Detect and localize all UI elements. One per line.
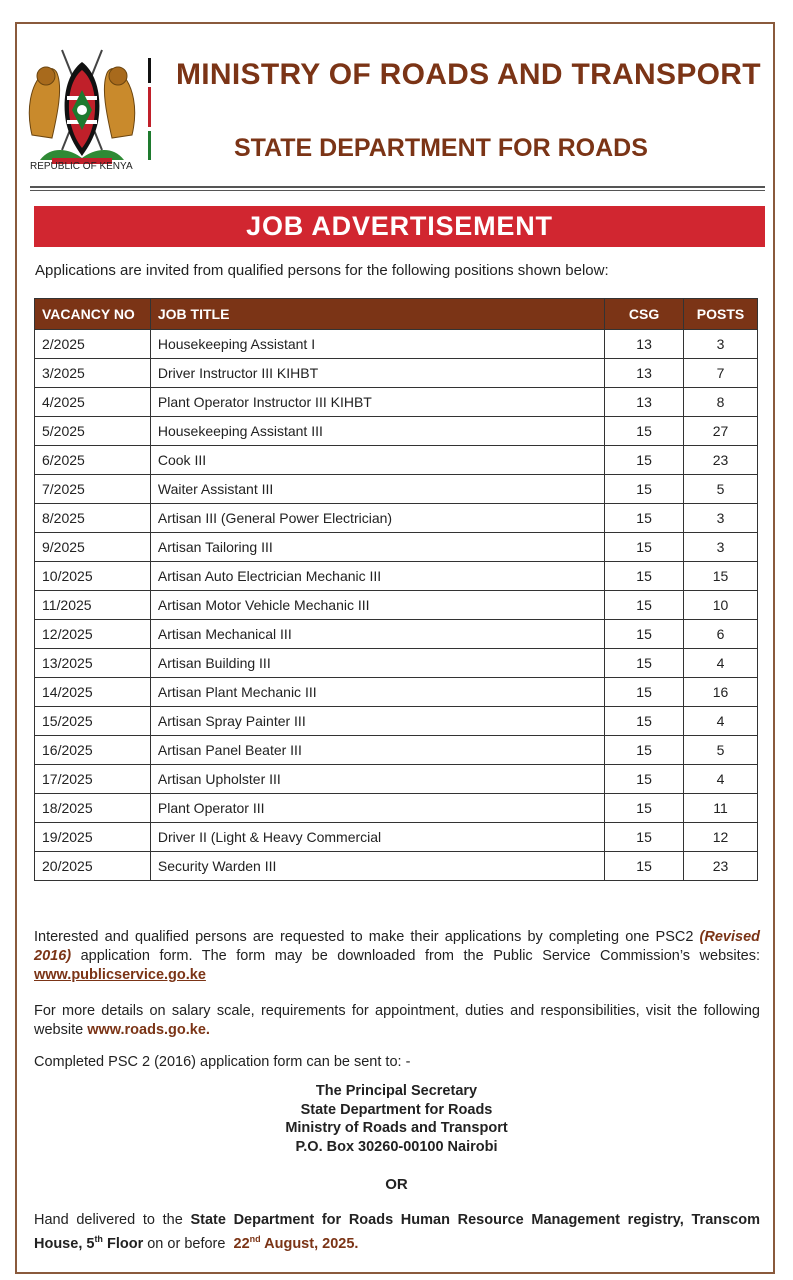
details-text: For more details on salary scale, requirements for appointment, duties and responsibilities, visit the following website xyxy=(34,1003,760,1038)
table-row xyxy=(35,504,758,533)
posts-cell: 4 xyxy=(684,707,758,736)
table-row xyxy=(35,330,758,359)
vacancy-no-cell: 9/2025 xyxy=(35,533,151,562)
table-row xyxy=(35,388,758,417)
job-title-cell: Artisan Auto Electrician Mechanic III xyxy=(150,562,604,591)
vacancy-no-cell: 4/2025 xyxy=(35,388,151,417)
deadline-day-suffix: nd xyxy=(249,1234,261,1244)
deadline-date: August, 2025. xyxy=(260,1235,359,1252)
posts-cell: 4 xyxy=(684,649,758,678)
job-title-cell: Security Warden III xyxy=(150,852,604,881)
csg-cell: 15 xyxy=(605,446,684,475)
csg-cell: 15 xyxy=(605,620,684,649)
header-divider xyxy=(30,186,765,188)
csg-cell: 15 xyxy=(605,649,684,678)
table-row xyxy=(35,823,758,852)
csg-cell: 15 xyxy=(605,533,684,562)
vacancy-table xyxy=(34,298,758,881)
header-vacancy-no: VACANCY NO xyxy=(35,299,151,330)
vacancy-no-cell: 2/2025 xyxy=(35,330,151,359)
table-row xyxy=(35,417,758,446)
job-title-cell: Artisan Building III xyxy=(150,649,604,678)
table-header-row xyxy=(35,299,758,330)
department-title: STATE DEPARTMENT FOR ROADS xyxy=(234,134,648,162)
vacancy-no-cell: 17/2025 xyxy=(35,765,151,794)
vacancy-no-cell: 16/2025 xyxy=(35,736,151,765)
header-job-title: JOB TITLE xyxy=(150,299,604,330)
address-line: State Department for Roads xyxy=(300,1101,493,1118)
csg-cell: 15 xyxy=(605,823,684,852)
address-line: P.O. Box 30260-00100 Nairobi xyxy=(295,1138,498,1155)
job-title-cell: Artisan Spray Painter III xyxy=(150,707,604,736)
posts-cell: 7 xyxy=(684,359,758,388)
job-title-cell: Waiter Assistant III xyxy=(150,475,604,504)
csg-cell: 13 xyxy=(605,359,684,388)
vacancy-no-cell: 13/2025 xyxy=(35,649,151,678)
form-name: (Revised 2016) xyxy=(34,929,760,964)
posts-cell: 10 xyxy=(684,591,758,620)
hand-text: Hand delivered to the xyxy=(34,1212,191,1228)
csg-cell: 13 xyxy=(605,388,684,417)
table-row xyxy=(35,475,758,504)
kenya-coat-of-arms-icon xyxy=(22,40,142,180)
address-block xyxy=(0,1082,793,1156)
table-row xyxy=(35,562,758,591)
crest-caption: REPUBLIC OF KENYA xyxy=(30,161,133,172)
csg-cell: 15 xyxy=(605,707,684,736)
posts-cell: 15 xyxy=(684,562,758,591)
instruction-text-2: application form. The form may be downloaded from the Public Service Commission’s websites: xyxy=(71,948,760,964)
posts-cell: 6 xyxy=(684,620,758,649)
table-row xyxy=(35,852,758,881)
csg-cell: 15 xyxy=(605,417,684,446)
table-row xyxy=(35,533,758,562)
application-instructions xyxy=(34,928,760,985)
table-row xyxy=(35,736,758,765)
job-title-cell: Housekeeping Assistant I xyxy=(150,330,604,359)
address-line: Ministry of Roads and Transport xyxy=(285,1120,508,1136)
job-advertisement-banner: JOB ADVERTISEMENT xyxy=(34,206,765,247)
table-row xyxy=(35,765,758,794)
csg-cell: 15 xyxy=(605,475,684,504)
vacancy-no-cell: 20/2025 xyxy=(35,852,151,881)
vacancy-no-cell: 14/2025 xyxy=(35,678,151,707)
posts-cell: 3 xyxy=(684,533,758,562)
vacancy-no-cell: 8/2025 xyxy=(35,504,151,533)
posts-cell: 23 xyxy=(684,852,758,881)
address-line: The Principal Secretary xyxy=(315,1083,478,1099)
job-title-cell: Cook III xyxy=(150,446,604,475)
intro-text: Applications are invited from qualified persons for the following positions shown below: xyxy=(35,262,609,279)
vacancy-no-cell: 7/2025 xyxy=(35,475,151,504)
vacancy-no-cell: 3/2025 xyxy=(35,359,151,388)
job-title-cell: Artisan Plant Mechanic III xyxy=(150,678,604,707)
or-separator: OR xyxy=(385,1176,408,1193)
hand-text-2: on or before xyxy=(143,1235,230,1252)
posts-cell: 5 xyxy=(684,475,758,504)
job-title-cell: Housekeeping Assistant III xyxy=(150,417,604,446)
csg-cell: 15 xyxy=(605,852,684,881)
vacancy-no-cell: 18/2025 xyxy=(35,794,151,823)
csg-cell: 15 xyxy=(605,678,684,707)
ministry-title: MINISTRY OF ROADS AND TRANSPORT xyxy=(176,58,761,91)
vacancy-no-cell: 6/2025 xyxy=(35,446,151,475)
posts-cell: 8 xyxy=(684,388,758,417)
job-title-cell: Artisan Mechanical III xyxy=(150,620,604,649)
table-row xyxy=(35,591,758,620)
registry-location: State Department for Roads Human Resource Management registry, Transcom House, 5 xyxy=(34,1212,761,1252)
header-posts: POSTS xyxy=(684,299,758,330)
table-row xyxy=(35,446,758,475)
header-csg: CSG xyxy=(605,299,684,330)
csg-cell: 15 xyxy=(605,504,684,533)
vacancy-no-cell: 12/2025 xyxy=(35,620,151,649)
job-title-cell: Artisan Tailoring III xyxy=(150,533,604,562)
job-title-cell: Plant Operator III xyxy=(150,794,604,823)
table-row xyxy=(35,359,758,388)
posts-cell: 23 xyxy=(684,446,758,475)
csg-cell: 15 xyxy=(605,562,684,591)
posts-cell: 11 xyxy=(684,794,758,823)
posts-cell: 16 xyxy=(684,678,758,707)
hand-delivery-paragraph xyxy=(34,1211,760,1254)
job-title-cell: Artisan Motor Vehicle Mechanic III xyxy=(150,591,604,620)
posts-cell: 12 xyxy=(684,823,758,852)
vacancy-no-cell: 15/2025 xyxy=(35,707,151,736)
table-row xyxy=(35,649,758,678)
send-to-line: Completed PSC 2 (2016) application form can be sent to: - xyxy=(34,1054,411,1070)
flag-stripe xyxy=(148,58,151,160)
instruction-text: Interested and qualified persons are requested to make their applications by completing one PSC2 xyxy=(34,929,700,945)
table-row xyxy=(35,794,758,823)
posts-cell: 4 xyxy=(684,765,758,794)
vacancy-no-cell: 11/2025 xyxy=(35,591,151,620)
table-row xyxy=(35,707,758,736)
posts-cell: 3 xyxy=(684,330,758,359)
roads-website-link[interactable]: www.roads.go.ke. xyxy=(87,1022,210,1038)
csg-cell: 15 xyxy=(605,736,684,765)
vacancy-no-cell: 10/2025 xyxy=(35,562,151,591)
publicservice-link[interactable]: www.publicservice.go.ke xyxy=(34,967,206,983)
floor-label: Floor xyxy=(102,1235,144,1252)
table-row xyxy=(35,620,758,649)
csg-cell: 13 xyxy=(605,330,684,359)
vacancy-no-cell: 19/2025 xyxy=(35,823,151,852)
header-divider-thin xyxy=(30,190,765,191)
job-title-cell: Artisan III (General Power Electrician) xyxy=(150,504,604,533)
csg-cell: 15 xyxy=(605,794,684,823)
csg-cell: 15 xyxy=(605,765,684,794)
job-title-cell: Driver Instructor III KIHBT xyxy=(150,359,604,388)
deadline-day: 22 xyxy=(233,1235,250,1252)
posts-cell: 3 xyxy=(684,504,758,533)
table-row xyxy=(35,678,758,707)
job-title-cell: Artisan Panel Beater III xyxy=(150,736,604,765)
vacancy-no-cell: 5/2025 xyxy=(35,417,151,446)
csg-cell: 15 xyxy=(605,591,684,620)
posts-cell: 27 xyxy=(684,417,758,446)
floor-suffix: th xyxy=(94,1234,103,1244)
posts-cell: 5 xyxy=(684,736,758,765)
job-title-cell: Artisan Upholster III xyxy=(150,765,604,794)
more-details-paragraph xyxy=(34,1002,760,1040)
job-title-cell: Driver II (Light & Heavy Commercial xyxy=(150,823,604,852)
job-title-cell: Plant Operator Instructor III KIHBT xyxy=(150,388,604,417)
